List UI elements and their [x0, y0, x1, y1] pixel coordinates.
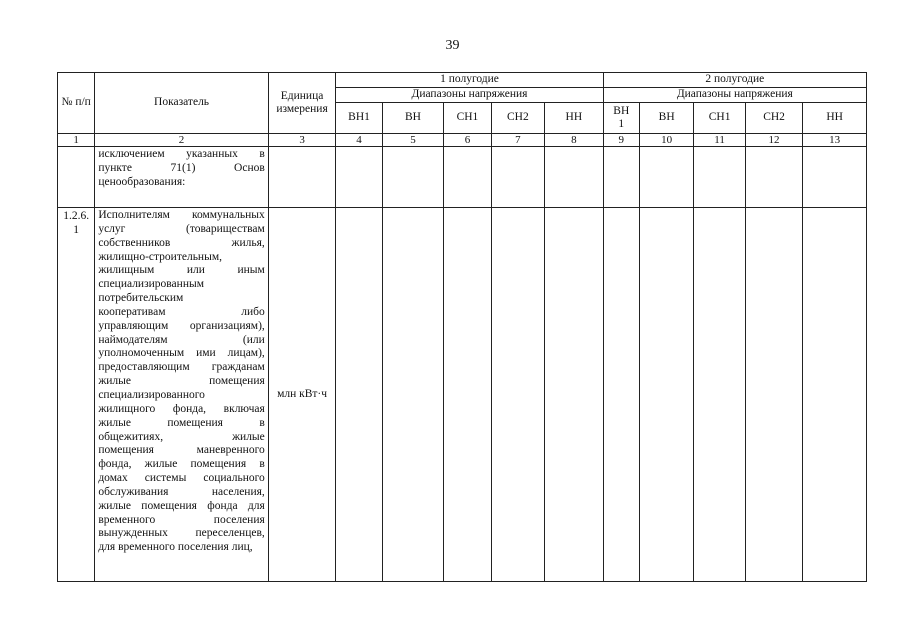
- column-number-13: 13: [803, 134, 867, 147]
- indicator-line: жилые помещения: [98, 375, 265, 388]
- value-cell: [745, 147, 802, 208]
- indicator-line: услуг (товариществам: [98, 222, 265, 235]
- row-indicator-text: [95, 147, 268, 208]
- indicator-line: управляющим организациям),: [98, 319, 265, 332]
- row-unit: [268, 147, 336, 208]
- tariff-table: [57, 72, 867, 582]
- indicator-line: потребительским: [98, 292, 184, 305]
- value-cell: [444, 208, 491, 582]
- value-cell: [382, 147, 444, 208]
- indicator-line: специализированным: [98, 278, 204, 291]
- header-num: № п/п: [58, 73, 95, 134]
- indicator-line: жилые помещения фонда для: [98, 499, 265, 512]
- column-number-7: 7: [491, 134, 544, 147]
- indicator-line: ценообразования:: [98, 175, 186, 188]
- row-number: 1.2.6. 1: [58, 208, 95, 582]
- column-number-4: 4: [336, 134, 382, 147]
- value-cell: [491, 147, 544, 208]
- header-h1-vn1: ВН1: [336, 103, 382, 134]
- value-cell: [694, 208, 745, 582]
- value-cell: [545, 208, 604, 582]
- indicator-line: жилищным или иным: [98, 264, 265, 277]
- header-h1-sn2: СН2: [491, 103, 544, 134]
- header-h1-nn: НН: [545, 103, 604, 134]
- header-unit: Единица измерения: [268, 73, 336, 134]
- row-indicator-text: [95, 208, 268, 582]
- header-h1-sn1: СН1: [444, 103, 491, 134]
- header-h1-vn: ВН: [382, 103, 444, 134]
- value-cell: [603, 208, 639, 582]
- value-cell: [639, 147, 693, 208]
- indicator-line: для временного поселения лиц,: [98, 541, 253, 554]
- column-number-6: 6: [444, 134, 491, 147]
- indicator-line: исключением указанных в: [98, 148, 265, 160]
- indicator-line: пункте 71(1) Основ: [98, 161, 265, 174]
- column-number-9: 9: [603, 134, 639, 147]
- indicator-line: уполномоченным ими лицам),: [98, 347, 265, 360]
- value-cell: [803, 147, 867, 208]
- indicator-line: обслуживания населения,: [98, 485, 265, 498]
- header-h2-vn1: ВН 1: [603, 103, 639, 134]
- header-indicator: Показатель: [95, 73, 268, 134]
- value-cell: [382, 208, 444, 582]
- header-voltage-ranges-1: Диапазоны напряжения: [336, 88, 603, 103]
- indicator-line: наймодателям (или: [98, 333, 265, 346]
- column-number-2: 2: [95, 134, 268, 147]
- header-half1: 1 полугодие: [336, 73, 603, 88]
- indicator-line: жилищно-строительным,: [98, 250, 222, 263]
- indicator-line: предоставляющим гражданам: [98, 361, 265, 374]
- column-number-5: 5: [382, 134, 444, 147]
- header-h2-sn1: СН1: [694, 103, 745, 134]
- value-cell: [444, 147, 491, 208]
- row-number: [58, 147, 95, 208]
- row-unit: млн кВт·ч: [268, 208, 336, 582]
- value-cell: [803, 208, 867, 582]
- indicator-line: собственников жилья,: [98, 236, 265, 249]
- header-h2-sn2: СН2: [745, 103, 802, 134]
- value-cell: [603, 147, 639, 208]
- indicator-line: жилые помещения в: [98, 416, 265, 429]
- value-cell: [545, 147, 604, 208]
- value-cell: [745, 208, 802, 582]
- header-h2-vn: ВН: [639, 103, 693, 134]
- indicator-line: вынужденных переселенцев,: [98, 527, 265, 540]
- indicator-line: домах системы социального: [98, 472, 265, 485]
- indicator-line: жилищного фонда, включая: [98, 402, 265, 415]
- column-number-11: 11: [694, 134, 745, 147]
- value-cell: [336, 147, 382, 208]
- header-half2: 2 полугодие: [603, 73, 866, 88]
- value-cell: [639, 208, 693, 582]
- indicator-line: помещения маневренного: [98, 444, 265, 457]
- column-number-10: 10: [639, 134, 693, 147]
- indicator-line: фонда, жилые помещения в: [98, 458, 265, 471]
- header-voltage-ranges-2: Диапазоны напряжения: [603, 88, 866, 103]
- value-cell: [336, 208, 382, 582]
- page-number: 39: [445, 38, 460, 53]
- column-number-8: 8: [545, 134, 604, 147]
- indicator-line: Исполнителям коммунальных: [98, 209, 265, 221]
- column-number-12: 12: [745, 134, 802, 147]
- indicator-line: специализированного: [98, 388, 205, 401]
- column-number-1: 1: [58, 134, 95, 147]
- header-h2-nn: НН: [803, 103, 867, 134]
- indicator-line: кооперативам либо: [98, 305, 265, 318]
- column-number-3: 3: [268, 134, 336, 147]
- indicator-line: временного поселения: [98, 513, 265, 526]
- value-cell: [491, 208, 544, 582]
- value-cell: [694, 147, 745, 208]
- indicator-line: общежитиях, жилые: [98, 430, 265, 443]
